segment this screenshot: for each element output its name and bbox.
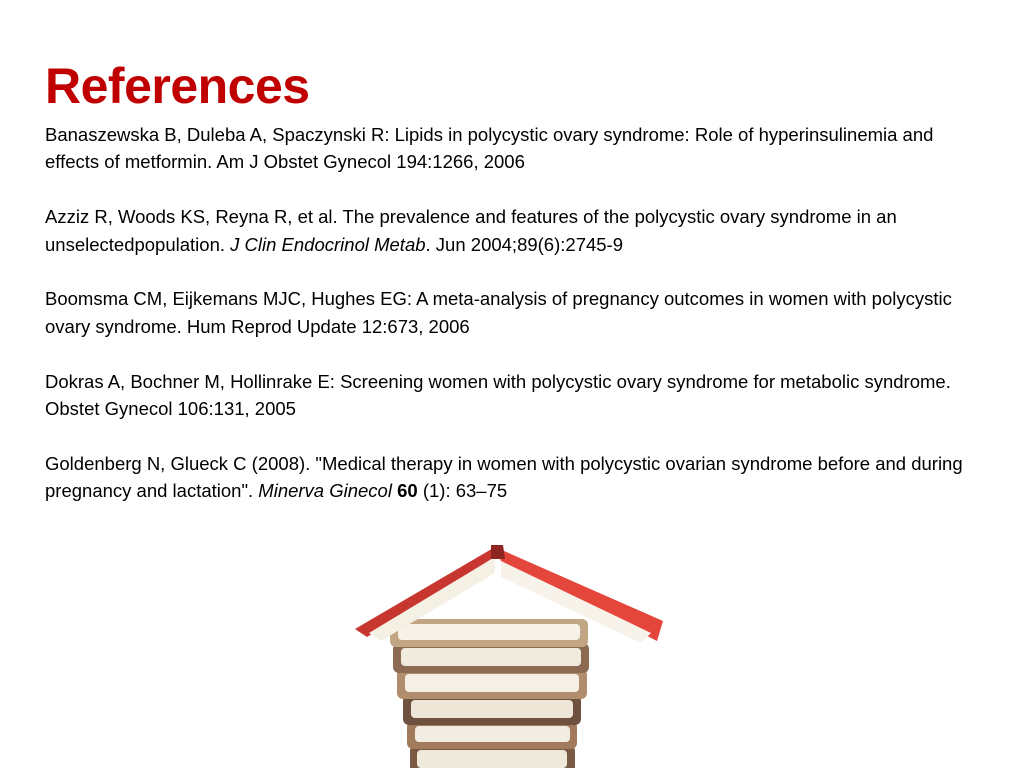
reference-citation: (1): 63–75 xyxy=(417,480,508,502)
reference-text: Dokras A, Bochner M, Hollinrake E: Screening women with polycystic ovary syndrome for metabolic syndrome. Obstet Gynecol 106:131, 2005 xyxy=(45,370,951,420)
journal-name: J Clin Endocrinol Metab xyxy=(230,233,426,255)
book-stack-icon xyxy=(345,533,680,768)
reference-item xyxy=(45,121,980,176)
references-list xyxy=(45,121,980,532)
book-stack xyxy=(390,619,589,768)
journal-name: Minerva Ginecol xyxy=(258,480,392,502)
reference-text: Azziz R, Woods KS, Reyna R, et al. The prevalence and features of the polycystic ovary syndrome in an unselectedpopulation. xyxy=(45,206,897,255)
journal-volume: 60 xyxy=(397,480,418,502)
reference-text: Banaszewska B, Duleba A, Spaczynski R: Lipids in polycystic ovary syndrome: Role of hyperinsulinemia and effects of metformin. Am J Obstet Gynecol 194:1266, 2006 xyxy=(45,124,934,173)
reference-text: Goldenberg N, Glueck C (2008). "Medical therapy in women with polycystic ovarian syndrome before and during pregnancy and lactation". xyxy=(45,452,963,502)
reference-item xyxy=(45,285,980,340)
reference-citation: . Jun 2004;89(6):2745-9 xyxy=(425,233,624,255)
reference-item xyxy=(45,450,980,505)
reference-item xyxy=(45,368,980,423)
reference-item xyxy=(45,203,980,258)
slide-title: References xyxy=(45,58,310,114)
reference-text: Boomsma CM, Eijkemans MJC, Hughes EG: A meta-analysis of pregnancy outcomes in women with polycystic ovary syndrome. Hum Reprod Update 12:673, 2006 xyxy=(45,288,952,337)
